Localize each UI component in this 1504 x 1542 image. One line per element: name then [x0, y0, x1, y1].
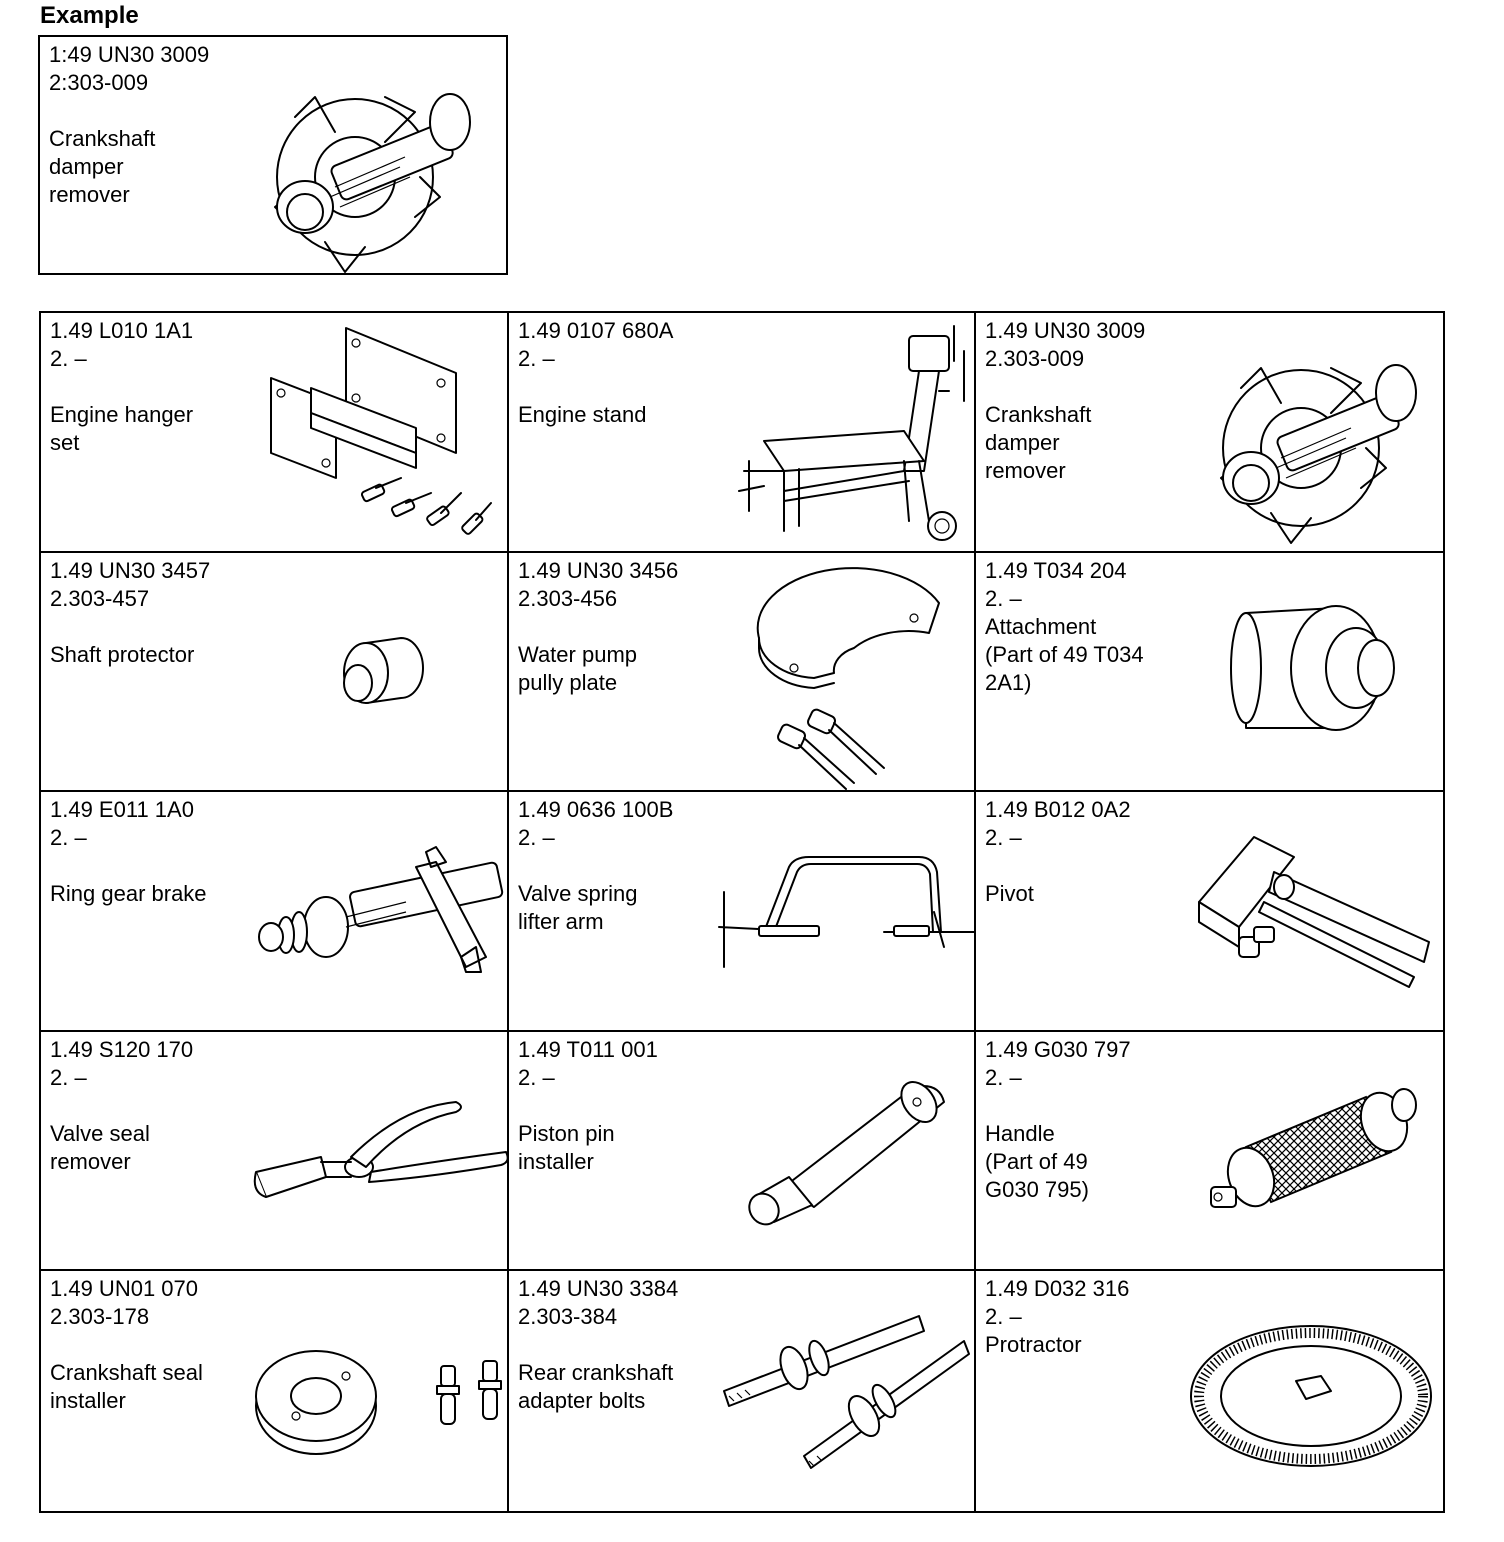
piston-pin-installer-icon — [744, 1077, 949, 1232]
tool-cell-protractor — [976, 1271, 1443, 1511]
tool-text: 1.49 T034 204 2. – Attachment (Part of 49 T034 2A1) — [985, 557, 1144, 695]
tool-cell-ring-gear-brake — [41, 792, 509, 1032]
rear-crankshaft-adapter-bolts-icon — [719, 1296, 969, 1481]
tool-cell-engine-hanger-set — [41, 313, 509, 553]
handle-icon — [1206, 1077, 1416, 1227]
tool-cell-attachment — [976, 553, 1443, 793]
engine-hanger-set-icon — [266, 328, 506, 543]
tool-cell-valve-spring-lifter-arm — [509, 792, 976, 1032]
tool-text: 1.49 0107 680A 2. – Engine stand — [518, 318, 674, 427]
engine-stand-icon — [724, 321, 974, 551]
tool-cell-piston-pin-installer — [509, 1032, 976, 1272]
tool-text: 1.49 0636 100B 2. – Valve spring lifter arm — [518, 797, 674, 935]
tool-text: 1.49 E011 1A0 2. – Ring gear brake — [50, 797, 207, 907]
protractor-icon — [1186, 1321, 1436, 1476]
tool-cell-engine-stand — [509, 313, 976, 553]
tool-cell-pivot — [976, 792, 1443, 1032]
example-box — [38, 35, 508, 275]
valve-seal-remover-icon — [251, 1097, 509, 1212]
page-heading: Example — [40, 2, 139, 29]
tool-text: 1.49 T011 001 2. – Piston pin installer — [518, 1036, 658, 1174]
ring-gear-brake-icon — [251, 847, 506, 982]
crankshaft-damper-remover-icon — [1211, 348, 1421, 553]
crankshaft-seal-installer-icon — [251, 1341, 509, 1466]
tool-cell-crankshaft-damper-remover — [976, 313, 1443, 553]
crankshaft-damper-remover-icon — [265, 77, 475, 282]
valve-spring-lifter-arm-icon — [719, 852, 974, 977]
pivot-icon — [1194, 832, 1439, 992]
attachment-icon — [1226, 603, 1401, 743]
tool-text: 1.49 G030 797 2. – Handle (Part of 49 G030 795) — [985, 1036, 1131, 1202]
water-pump-pulley-plate-icon — [754, 578, 944, 783]
tool-text: 1.49 B012 0A2 2. – Pivot — [985, 797, 1131, 907]
tool-text: 1.49 UN30 3456 2.303-456 Water pump pully plate — [518, 557, 679, 695]
tool-cell-valve-seal-remover — [41, 1032, 509, 1272]
tool-cell-water-pump-pulley-plate — [509, 553, 976, 793]
tool-text: 1.49 UN01 070 2.303-178 Crankshaft seal installer — [50, 1276, 203, 1414]
tool-cell-rear-crankshaft-adapter-bolts — [509, 1271, 976, 1511]
tool-cell-handle — [976, 1032, 1443, 1272]
special-tools-grid — [39, 311, 1445, 1513]
tool-cell-shaft-protector — [41, 553, 509, 793]
tool-cell-crankshaft-seal-installer — [41, 1271, 509, 1511]
tool-text: 1.49 S120 170 2. – Valve seal remover — [50, 1036, 194, 1174]
tool-text: 1.49 UN30 3384 2.303-384 Rear crankshaft adapter bolts — [518, 1276, 679, 1414]
tool-text: 1.49 UN30 3457 2.303-457 Shaft protector — [50, 557, 211, 667]
example-text: 1:49 UN30 3009 2:303-009 Crankshaft damper remover — [49, 42, 210, 207]
shaft-protector-icon — [336, 633, 426, 713]
tool-text: 1.49 L010 1A1 2. – Engine hanger set — [50, 318, 194, 455]
tool-text: 1.49 UN30 3009 2.303-009 Crankshaft damper remover — [985, 318, 1146, 483]
tool-text: 1.49 D032 316 2. – Protractor — [985, 1276, 1130, 1358]
